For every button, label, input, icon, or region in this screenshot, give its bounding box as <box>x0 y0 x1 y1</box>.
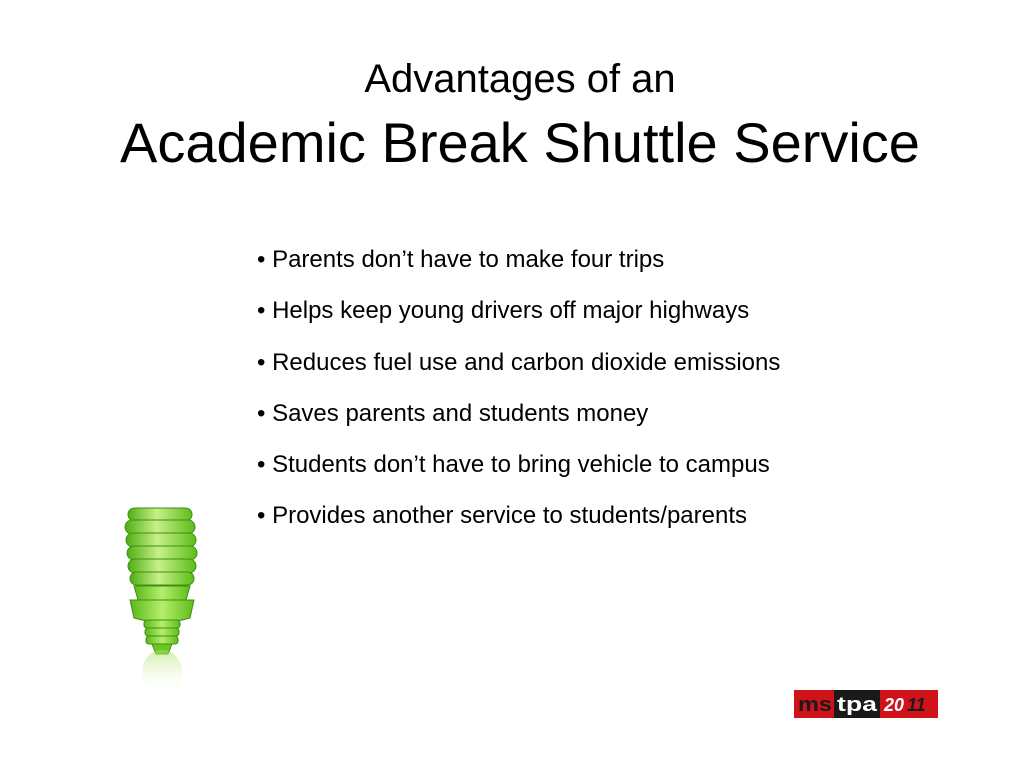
cfl-light-bulb-icon <box>110 500 220 700</box>
bullet-item: • Provides another service to students/parents <box>257 502 747 530</box>
mstpa-2011-logo <box>794 690 938 718</box>
bullet-item: • Helps keep young drivers off major highways <box>257 297 750 325</box>
bullet-item: • Parents don’t have to make four trips <box>257 246 665 273</box>
slide-title-line-1: Advantages of an <box>364 57 676 101</box>
logo-year-text-a: 20 <box>884 695 905 715</box>
bullet-list <box>257 246 780 554</box>
bullet-item: • Saves parents and students money <box>257 399 649 427</box>
bullet-item: • Reduces fuel use and carbon dioxide emissions <box>257 348 781 376</box>
logo-tpa-text: tpa <box>837 694 879 716</box>
logo-year-text-b: 11 <box>907 695 926 715</box>
slide-title-line-2: Academic Break Shuttle Service <box>120 111 920 174</box>
bullet-item: • Students don’t have to bring vehicle to campus <box>257 451 770 479</box>
logo-ms-text: ms <box>798 694 832 716</box>
